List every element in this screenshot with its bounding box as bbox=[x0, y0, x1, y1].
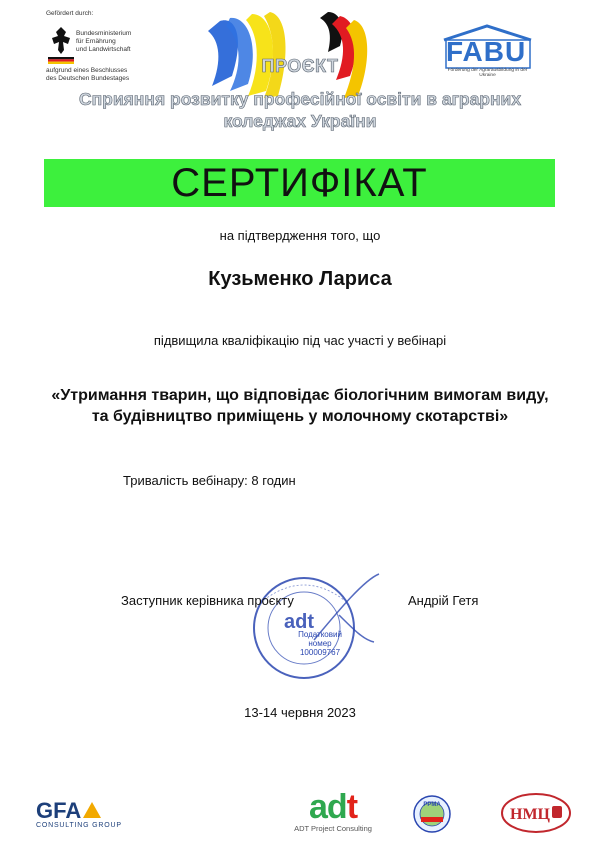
official-stamp bbox=[244, 570, 384, 682]
gfa-sub: CONSULTING GROUP bbox=[36, 822, 122, 829]
project-label: ПРОЄКТ bbox=[261, 56, 339, 76]
gfa-name: GFA bbox=[36, 798, 82, 823]
svg-text:adt: adt bbox=[284, 611, 314, 633]
decision-line2: des Deutschen Bundestages bbox=[46, 75, 130, 82]
duration-text: Тривалість вебінару: 8 годин bbox=[123, 473, 296, 488]
qualification-text: підвищила кваліфікацію під час участі у вебінарі bbox=[153, 333, 447, 348]
decision-line1: aufgrund eines Beschlusses bbox=[46, 67, 128, 74]
certificate-date: 13-14 червня 2023 bbox=[244, 705, 356, 720]
adt-sub: ADT Project Consulting bbox=[294, 824, 372, 833]
signer-name: Андрій Гетя bbox=[408, 593, 479, 608]
recipient-name: Кузьменко Лариса bbox=[208, 268, 392, 290]
adt-logo bbox=[278, 790, 388, 833]
gfa-logo bbox=[36, 800, 122, 829]
webinar-title-line2: та будівництво приміщень у молочному скотарстві» bbox=[91, 408, 509, 425]
ministry-line2: für Ernährung bbox=[76, 38, 116, 45]
project-title-line1: Сприяння розвитку професійної освіти в аграрних bbox=[78, 89, 522, 109]
gfa-triangle-icon bbox=[83, 802, 101, 818]
fabu-subtitle: Förderung der Agrarausbildung in der Ukraine bbox=[447, 68, 528, 78]
ppma-label: PPMA bbox=[423, 802, 441, 808]
stamp-text2: 100009767 bbox=[299, 648, 341, 657]
ministry-line1: Bundesministerium bbox=[76, 30, 132, 37]
fabu-letters: FABU bbox=[446, 36, 527, 67]
signer-position: Заступник керівника проєкту bbox=[121, 593, 294, 608]
stamp-text1: Податковий номер bbox=[298, 630, 342, 648]
certificate-title: СЕРТИФІКАТ bbox=[171, 161, 428, 205]
confirm-text: на підтвердження того, що bbox=[219, 228, 381, 243]
adt-name: adt bbox=[308, 788, 358, 826]
webinar-title bbox=[30, 385, 570, 427]
ppma-logo bbox=[412, 794, 452, 834]
stamp-text bbox=[290, 630, 350, 657]
ministry-name bbox=[76, 30, 131, 54]
project-title bbox=[40, 88, 560, 132]
webinar-title-line1: «Утримання тварин, що відповідає біологічним вимогам виду, bbox=[51, 387, 549, 404]
funder-header: Gefördert durch: bbox=[46, 10, 94, 17]
nmc-label: НМЦ bbox=[510, 806, 550, 823]
project-title-line2: коледжах України bbox=[223, 111, 377, 131]
nmc-logo bbox=[500, 792, 572, 834]
ministry-line3: und Landwirtschaft bbox=[76, 46, 131, 53]
